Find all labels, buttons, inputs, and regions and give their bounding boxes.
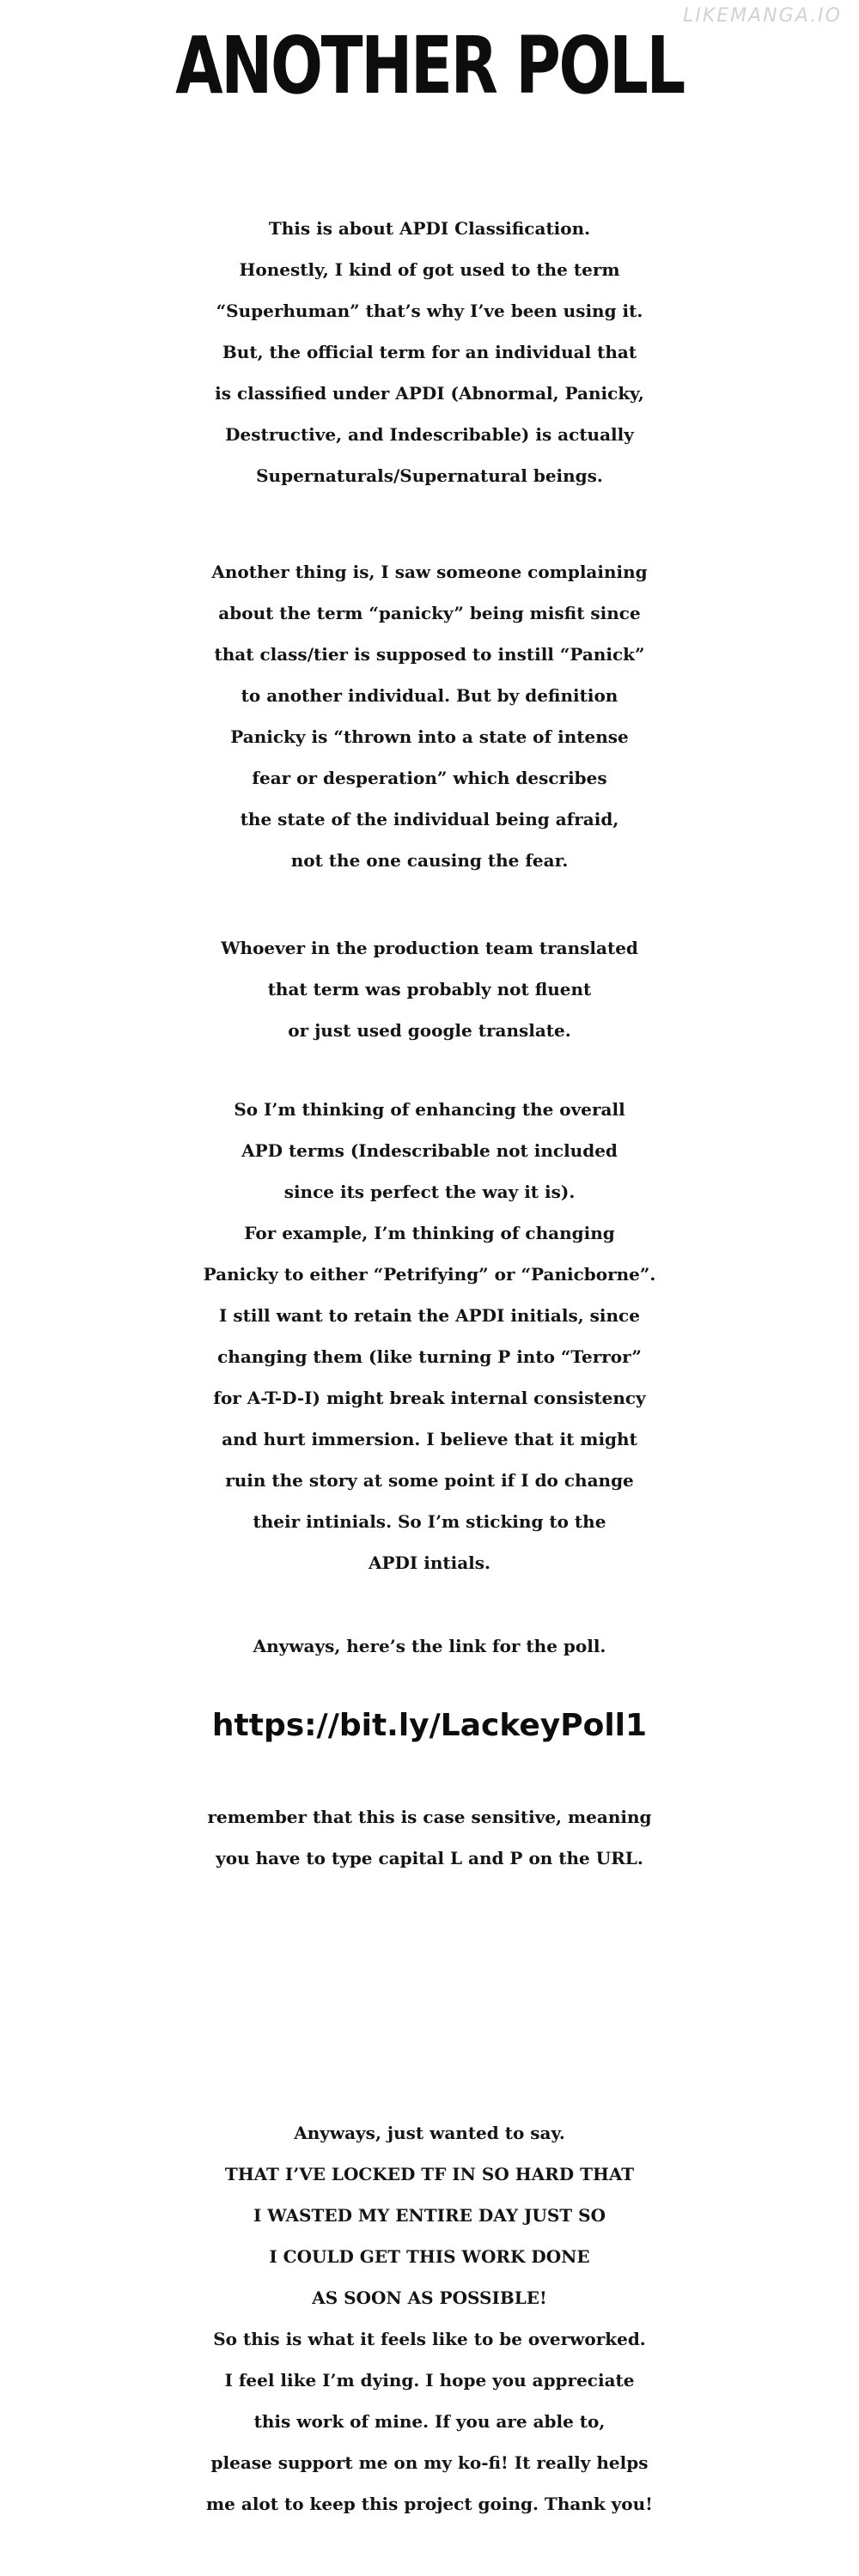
paragraph-panicky-term: [0, 551, 859, 881]
text-line: THAT I’VE LOCKED TF IN SO HARD THAT: [224, 2164, 635, 2184]
text-line: not the one causing the fear.: [290, 850, 569, 871]
paragraph-case-note: [0, 1796, 859, 1879]
text-line: Anyways, just wanted to say.: [294, 2123, 565, 2143]
paragraph-apdi-intro: [0, 208, 859, 496]
text-line: AS SOON AS POSSIBLE!: [312, 2287, 547, 2308]
paragraph-translation: [0, 927, 859, 1051]
text-line: that class/tier is supposed to instill “Panick”: [214, 644, 645, 665]
text-line: For example, I’m thinking of changing: [244, 1223, 615, 1243]
text-line: I COULD GET THIS WORK DONE: [269, 2246, 590, 2267]
text-line: APD terms (Indescribable not included: [241, 1140, 618, 1161]
text-line: I feel like I’m dying. I hope you appreciate: [224, 2370, 635, 2391]
text-line: Supernaturals/Supernatural beings.: [256, 465, 603, 486]
text-line: their intinials. So I’m sticking to the: [253, 1511, 606, 1532]
text-line: changing them (like turning P into “Terror”: [217, 1346, 642, 1367]
text-line: I WASTED MY ENTIRE DAY JUST SO: [253, 2205, 606, 2226]
text-line: or just used google translate.: [288, 1020, 571, 1041]
text-line: Panicky is “thrown into a state of intense: [230, 726, 629, 747]
poll-link[interactable]: https://bit.ly/LackeyPoll1: [211, 1708, 648, 1743]
text-line: ruin the story at some point if I do change: [225, 1470, 634, 1491]
paragraph-poll-intro: [0, 1625, 859, 1667]
text-line: This is about APDI Classification.: [268, 218, 591, 239]
text-line: APDI intials.: [369, 1552, 490, 1573]
paragraph-closing: [0, 2112, 859, 2524]
text-line: So this is what it feels like to be overworked.: [213, 2329, 646, 2349]
text-line: I still want to retain the APDI initials, since: [219, 1305, 640, 1326]
paragraph-apd-terms: [0, 1089, 859, 1583]
text-line: and hurt immersion. I believe that it might: [222, 1429, 637, 1449]
text-line: the state of the individual being afraid,: [240, 809, 619, 829]
text-line: to another individual. But by definition: [241, 685, 618, 706]
text-line: is classified under APDI (Abnormal, Panicky,: [215, 383, 644, 404]
text-line: Anyways, here’s the link for the poll.: [253, 1636, 606, 1656]
text-line: since its perfect the way it is).: [283, 1182, 576, 1202]
text-line: this work of mine. If you are able to,: [253, 2411, 606, 2432]
text-line: me alot to keep this project going. Thank you!: [206, 2494, 653, 2514]
text-line: about the term “panicky” being misfit since: [218, 603, 641, 623]
text-line: fear or desperation” which describes: [252, 768, 607, 788]
text-line: remember that this is case sensitive, meaning: [207, 1807, 652, 1827]
text-line: Panicky to either “Petrifying” or “Panicborne”.: [203, 1264, 656, 1285]
site-watermark: LIKEMANGA.IO: [683, 5, 842, 27]
text-line: But, the official term for an individual that: [222, 342, 637, 362]
text-line: that term was probably not fluent: [267, 979, 592, 999]
page-title: ANOTHER POLL: [175, 20, 684, 112]
text-line: Honestly, I kind of got used to the term: [239, 259, 620, 280]
text-line: please support me on my ko-fi! It really helps: [210, 2452, 649, 2473]
text-line: you have to type capital L and P on the URL.: [216, 1848, 643, 1868]
text-line: “Superhuman” that’s why I’ve been using it.: [216, 301, 643, 321]
text-line: Whoever in the production team translated: [221, 938, 638, 958]
text-line: So I’m thinking of enhancing the overall: [234, 1099, 625, 1120]
text-line: Destructive, and Indescribable) is actually: [225, 424, 634, 445]
text-line: Another thing is, I saw someone complaining: [211, 562, 648, 582]
text-line: for A-T-D-I) might break internal consistency: [213, 1388, 646, 1408]
